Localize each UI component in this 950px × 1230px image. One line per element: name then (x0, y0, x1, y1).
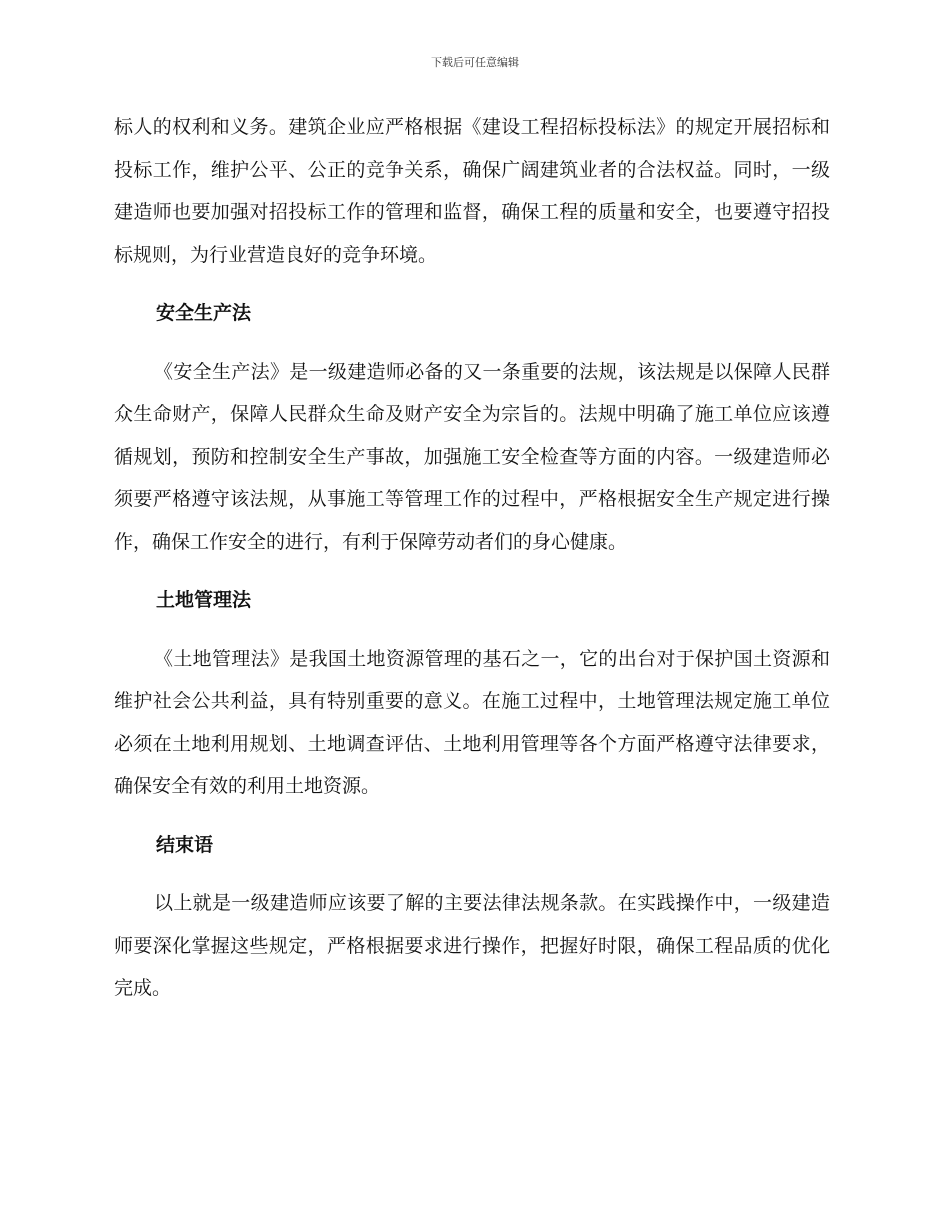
heading-safety-production-law: 安全生产法 (156, 302, 252, 324)
paragraph-safety-production-law: 《安全生产法》是一级建造师必备的又一条重要的法规，该法规是以保障人民群众生命财产，保障人民群众生命及财产安全为宗旨的。法规中明确了施工单位应该遵循规划，预防和控制安全生产事故，加强施工安全检查等方面的内容。一级建造师必须要严格遵守该法规，从事施工等管理工作的过程中，严格根据安全生产规定进行操作，确保工作安全的进行，有利于保障劳动者们的身心健康。 (114, 360, 830, 553)
paragraph-bidding-continued: 标人的权利和义务。建筑企业应严格根据《建设工程招标投标法》的规定开展招标和投标工作，维护公平、公正的竞争关系，确保广阔建筑业者的合法权益。同时，一级建造师也要加强对招投标工作的管理和监督，确保工程的质量和安全，也要遵守招投标规则，为行业营造良好的竞争环境。 (114, 116, 830, 266)
document-body (114, 106, 830, 1010)
heading-conclusion: 结束语 (156, 833, 214, 856)
paragraph-conclusion: 以上就是一级建造师应该要了解的主要法律法规条款。在实践操作中，一级建造师要深化掌握这些规定，严格根据要求进行操作，把握好时限，确保工程品质的优化完成。 (114, 892, 830, 999)
paragraph-land-management-law: 《土地管理法》是我国土地资源管理的基石之一，它的出台对于保护国土资源和维护社会公共利益，具有特别重要的意义。在施工过程中，土地管理法规定施工单位必须在土地利用规划、土地调查评估、土地利用管理等各个方面严格遵守法律要求，确保安全有效的利用土地资源。 (114, 647, 830, 797)
heading-land-management-law: 土地管理法 (156, 589, 252, 611)
page-header: 下载后可任意编辑 (431, 56, 519, 69)
